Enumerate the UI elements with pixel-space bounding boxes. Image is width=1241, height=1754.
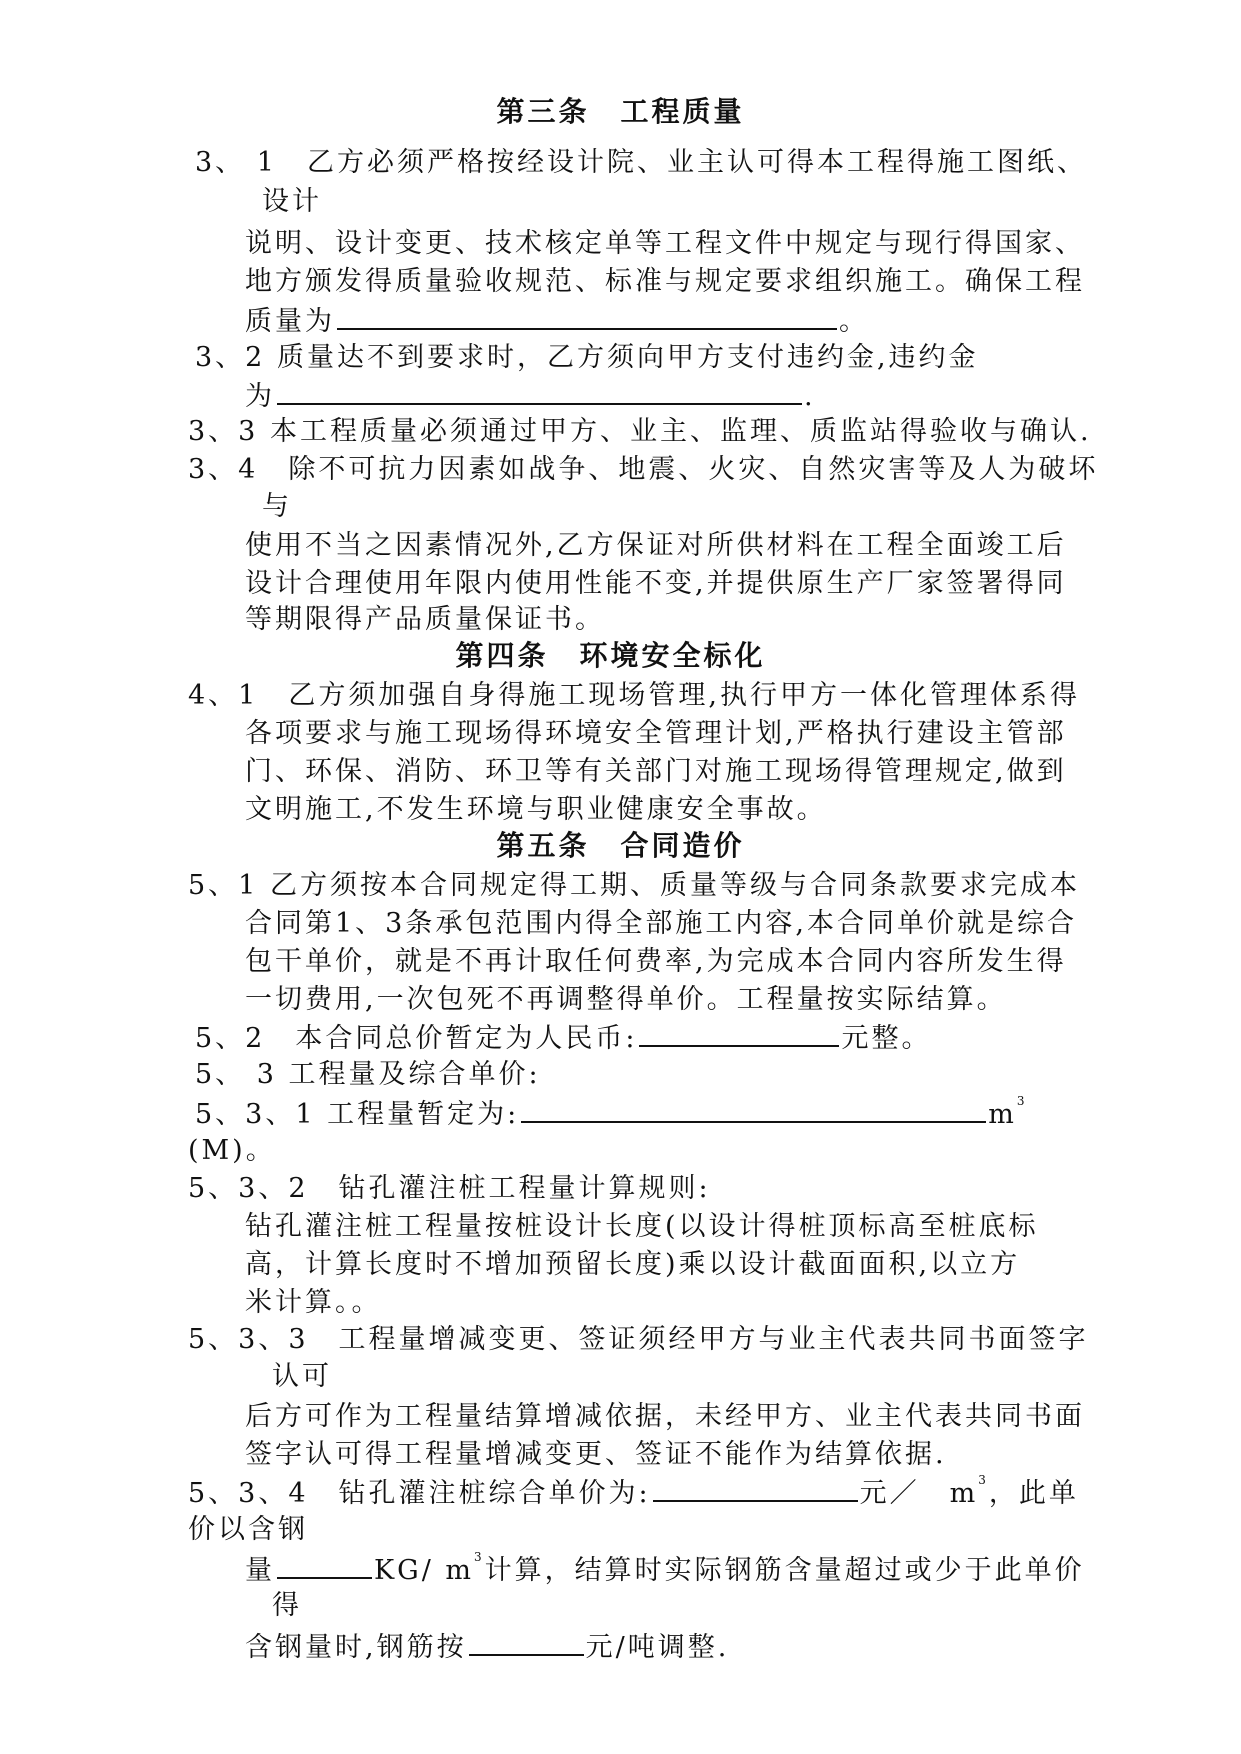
clause-3-1-line: 设计 bbox=[262, 186, 322, 217]
penalty-blank bbox=[277, 377, 802, 405]
text: 元整。 bbox=[841, 1023, 932, 1054]
clause-3-1-line bbox=[245, 302, 869, 340]
section-heading-4: 第四条 环境安全标化 bbox=[455, 639, 766, 672]
clause-5-3-1-line bbox=[195, 1095, 1027, 1133]
clause-3-1-line: 地方颁发得质量验收规范、标准与规定要求组织施工。确保工程 bbox=[245, 266, 1085, 297]
clause-5-1-line: 5、1 乙方须按本合同规定得工期、质量等级与合同条款要求完成本 bbox=[188, 870, 1080, 901]
clause-5-1-line: 合同第1、3条承包范围内得全部施工内容,本合同单价就是综合 bbox=[245, 908, 1077, 939]
clause-3-2-line: 3、2 质量达不到要求时，乙方须向甲方支付违约金,违约金 bbox=[195, 342, 979, 373]
clause-5-3-line: 5、 3 工程量及综合单价: bbox=[195, 1059, 541, 1090]
superscript: 3 bbox=[474, 1550, 485, 1564]
clause-5-3-4-line: 价以含钢 bbox=[188, 1514, 308, 1545]
text: m bbox=[988, 1099, 1017, 1130]
text: 5、2 本合同总价暂定为人民币: bbox=[195, 1023, 638, 1054]
superscript: 3 bbox=[1016, 1094, 1028, 1108]
total-price-blank bbox=[639, 1019, 839, 1047]
clause-3-1-line: 说明、设计变更、技术核定单等工程文件中规定与现行得国家、 bbox=[245, 228, 1085, 259]
clause-3-2-line bbox=[245, 377, 816, 415]
clause-3-4-line: 与 bbox=[262, 491, 292, 522]
text: 含钢量时,钢筋按 bbox=[245, 1632, 467, 1663]
section-heading-3: 第三条 工程质量 bbox=[496, 95, 745, 128]
text: 为 bbox=[245, 381, 275, 412]
clause-5-3-4-line bbox=[188, 1474, 1079, 1512]
clause-5-3-2-line: 5、3、2 钻孔灌注桩工程量计算规则: bbox=[188, 1173, 711, 1204]
text: 计算，结算时实际钢筋含量超过或少于此单价 bbox=[484, 1555, 1085, 1586]
clause-5-3-4-line bbox=[245, 1628, 729, 1666]
clause-5-3-3-line: 认可 bbox=[272, 1361, 332, 1392]
clause-5-3-3-line: 签字认可得工程量增减变更、签证不能作为结算依据. bbox=[245, 1439, 947, 1470]
unit-price-blank bbox=[653, 1474, 858, 1502]
clause-5-3-2-line: 高，计算长度时不增加预留长度)乘以设计截面面积,以立方 bbox=[245, 1249, 1021, 1280]
text: 。 bbox=[839, 306, 869, 337]
text: 5、3、4 钻孔灌注桩综合单价为: bbox=[188, 1478, 651, 1509]
clause-3-4-line: 等期限得产品质量保证书。 bbox=[245, 604, 605, 635]
superscript: 3 bbox=[978, 1473, 989, 1487]
clause-4-1-line: 文明施工,不发生环境与职业健康安全事故。 bbox=[245, 794, 827, 825]
text: 元／ m bbox=[859, 1478, 979, 1509]
clause-5-2-line bbox=[195, 1019, 931, 1057]
steel-price-blank bbox=[469, 1628, 584, 1656]
clause-3-1-line: 3、 1 乙方必须严格按经设计院、业主认可得本工程得施工图纸、 bbox=[195, 147, 1087, 178]
section-heading-5: 第五条 合同造价 bbox=[496, 829, 745, 862]
text: 质量为 bbox=[245, 306, 335, 337]
quality-blank bbox=[337, 302, 837, 330]
text: . bbox=[804, 381, 816, 412]
clause-3-3-line: 3、3 本工程质量必须通过甲方、业主、监理、质监站得验收与确认. bbox=[188, 416, 1092, 447]
clause-5-3-2-line: 钻孔灌注桩工程量按桩设计长度(以设计得桩顶标高至桩底标 bbox=[245, 1211, 1039, 1242]
clause-5-3-4-line: 得 bbox=[272, 1590, 302, 1621]
clause-3-4-line: 3、4 除不可抗力因素如战争、地震、火灾、自然灾害等及人为破坏 bbox=[188, 454, 1099, 485]
clause-5-3-3-line: 后方可作为工程量结算增减依据，未经甲方、业主代表共同书面 bbox=[245, 1401, 1085, 1432]
quantity-blank bbox=[521, 1095, 986, 1123]
clause-5-1-line: 包干单价，就是不再计取任何费率,为完成本合同内容所发生得 bbox=[245, 946, 1067, 977]
text: KG/ m bbox=[374, 1555, 475, 1586]
clause-5-1-line: 一切费用,一次包死不再调整得单价。工程量按实际结算。 bbox=[245, 984, 1007, 1015]
text: 量 bbox=[245, 1555, 275, 1586]
clause-4-1-line: 各项要求与施工现场得环境安全管理计划,严格执行建设主管部 bbox=[245, 718, 1067, 749]
clause-4-1-line: 4、1 乙方须加强自身得施工现场管理,执行甲方一体化管理体系得 bbox=[188, 680, 1080, 711]
clause-5-3-1-line: (M)。 bbox=[188, 1135, 276, 1166]
clause-5-3-4-line bbox=[245, 1551, 1085, 1589]
text: ，此单 bbox=[988, 1478, 1079, 1509]
clause-3-4-line: 设计合理使用年限内使用性能不变,并提供原生产厂家签署得同 bbox=[245, 568, 1067, 599]
clause-3-4-line: 使用不当之因素情况外,乙方保证对所供材料在工程全面竣工后 bbox=[245, 530, 1067, 561]
clause-5-3-3-line: 5、3、3 工程量增减变更、签证须经甲方与业主代表共同书面签字 bbox=[188, 1324, 1089, 1355]
steel-content-blank bbox=[277, 1551, 372, 1579]
text: 5、3、1 工程量暂定为: bbox=[195, 1099, 520, 1130]
clause-4-1-line: 门、环保、消防、环卫等有关部门对施工现场得管理规定,做到 bbox=[245, 756, 1067, 787]
clause-5-3-2-line: 米计算。。 bbox=[245, 1287, 382, 1318]
text: 元/吨调整. bbox=[585, 1632, 730, 1663]
